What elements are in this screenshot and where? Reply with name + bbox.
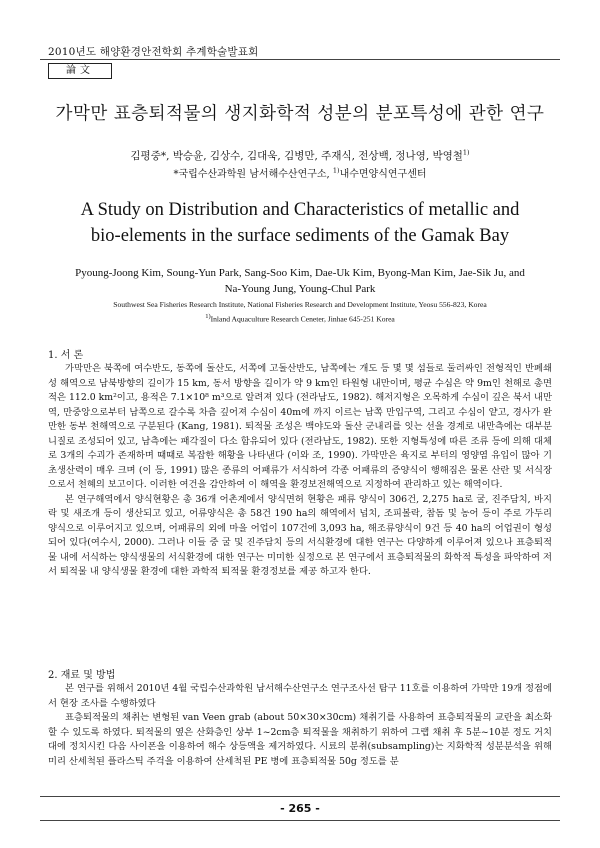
footer-rule-top — [40, 796, 560, 797]
korean-affiliation — [0, 165, 600, 180]
section-1-body — [48, 362, 552, 580]
english-affiliation-sup: 1) — [205, 313, 211, 320]
section-1-heading: 1. 서 론 — [48, 350, 84, 361]
english-affiliation-line-1: Southwest Sea Fisheries Research Institute, National Fisheries Research and Development Institute, Yeosu 556-823, Korea — [113, 300, 487, 309]
page-number: - 265 - — [280, 802, 320, 815]
section-2-heading: 2. 재료 및 방법 — [48, 670, 116, 681]
section-2-body — [48, 682, 552, 769]
korean-affiliation-2: 내수면양식연구센터 — [339, 169, 427, 180]
english-title-line-2: bio-elements in the surface sediments of the Gamak Bay — [90, 226, 510, 246]
paper-type-tag: 論文 — [48, 63, 112, 79]
english-authors-line-1: Pyoung-Joong Kim, Soung-Yun Park, Sang-Soo Kim, Dae-Uk Kim, Byong-Man Kim, Jae-Sik Ju, and — [75, 267, 525, 279]
section-1-paragraph-1: 가막만은 북쪽에 여수반도, 동쪽에 돌산도, 서쪽에 고돌산반도, 남쪽에는 개도 등 몇 몇 섬들로 둘러싸인 전형적인 반폐쇄성 해역으로 남북방향의 길이가 15 km, 동서 방향을 길이가 약 9 km인 타원형 내만이며, 평균 수심은 약 9m인 천해로 총면적은 112.0 km²이고, 용적은 7.1×10⁸ m³으로 알려져 있다 (전라남도, 1982). 해저지형은 오목하게 수심이 깊은 북서 내만역, 만중앙으로부터 남쪽으로 갈수록 차츰 깊어져 수심이 40m에 까지 이르는 남쪽 만입구역, 그리고 수심이 얕고, 경사가 완만한 동부 천해역으로 구분된다 (Kang, 1981). 퇴적물 조성은 백야도와 돌산 군내리를 잇는 선을 경계로 내만측에는 대부분 니질로 조성되어 있고, 남측에는 패각질이 다소 함유되어 있다 (전라남도, 1982). 또한 지형특성에 따른 조류 등에 의해 대체로 3개의 수괴가 존재하며 때때로 복잡한 해황을 나타낸다 (이와 조, 1990). 가막만은 육지로 부터의 영양염 유입이 많아 기초생산력이 매우 크며 (이 등, 1991) 많은 종류의 어패류가 서식하여 각종 어패류의 증양식이 행해짐은 물론 산란 및 서식장으로서 천혜의 보고이다. 이러한 여건을 감안하여 이 해역을 환경보전해역으로 지정하여 관리하고 있는 해역이다. — [48, 363, 552, 490]
english-affiliation-line-2-text: Inland Aquaculture Research Ceneter, Jinhae 645-251 Korea — [210, 314, 395, 324]
english-affiliation — [0, 299, 600, 326]
header-rule — [40, 59, 560, 60]
english-affiliation-line-2 — [0, 311, 600, 326]
korean-affiliation-1: *국립수산과학원 남서해수산연구소, — [173, 169, 333, 180]
english-authors — [0, 265, 600, 297]
section-2-paragraph-1: 본 연구를 위해서 2010년 4월 국립수산과학원 남서해수산연구소 연구조사선 탐구 11호를 이용하여 가막만 19개 정점에서 현장 조사를 수행하였다 — [48, 683, 552, 709]
section-2-paragraph-2: 표층퇴적물의 채취는 변형된 van Veen grab (about 50×30×30cm) 채취기를 사용하여 표층퇴적물의 교란을 최소화 할 수 있도록 하였다. 퇴적물의 옆은 산화층인 상부 1~2cm층 퇴적물을 채취하기 위하여 그랩 채취 후 5분~10분 정도 거치대에 정치시킨 다음 사이폰을 이용하여 해수 상등액을 제거하였다. 시료의 분취(subsampling)는 지화학적 성분분석을 위해 미리 산세척된 플라스틱 주걱을 이용하여 산세척된 PE 병에 표층퇴적물 50g 정도를 분 — [48, 712, 552, 767]
english-authors-line-2: Na-Young Jung, Young-Chul Park — [224, 283, 376, 295]
korean-authors-text: 김평중*, 박승윤, 김상수, 김대욱, 김병만, 주재식, 전상백, 정나영, 박영철 — [130, 150, 463, 162]
english-title — [0, 197, 600, 249]
footer-rule-bottom — [40, 820, 560, 821]
english-title-line-1: A Study on Distribution and Characteristics of metallic and — [80, 200, 520, 220]
conference-header: 2010년도 해양환경안전학회 추계학술발표회 — [48, 46, 259, 58]
korean-authors — [0, 148, 600, 163]
korean-affiliation-sup: 1) — [332, 166, 340, 175]
section-1-paragraph-2: 본 연구해역에서 양식현황은 총 36개 어촌계에서 양식면허 현황은 패류 양식이 306건, 2,275 ha로 굴, 진주담치, 바지락 및 새조개 등이 생산되고 있고, 어류양식은 총 58건 190 ha의 해역에서 넙치, 조피볼락, 참돔 및 농어 등이 주로 가두리 양식으로 이루어지고 있으며, 어패류의 외에 마을 어업이 107건에 3,093 ha, 해조류양식이 9건 등 40 ha의 어업권이 형성되어 있다(여수시, 2000). 그러나 이들 중 굴 및 진주담치 등의 서식환경에 대한 연구는 다양하게 이루어져 있으나 표층퇴적물 내에 서식하는 양식생물의 서식환경에 대한 연구는 미미한 실정으로 본 연구에서 표층퇴적물의 화학적 특성을 파악하여 저서 퇴적물 내 양식생물 환경에 대한 과학적 퇴적물 환경정보를 제공 하고자 한다. — [48, 493, 552, 577]
korean-title: 가막만 표층퇴적물의 생지화학적 성분의 분포특성에 관한 연구 — [55, 104, 545, 124]
korean-authors-sup: 1) — [462, 148, 470, 157]
